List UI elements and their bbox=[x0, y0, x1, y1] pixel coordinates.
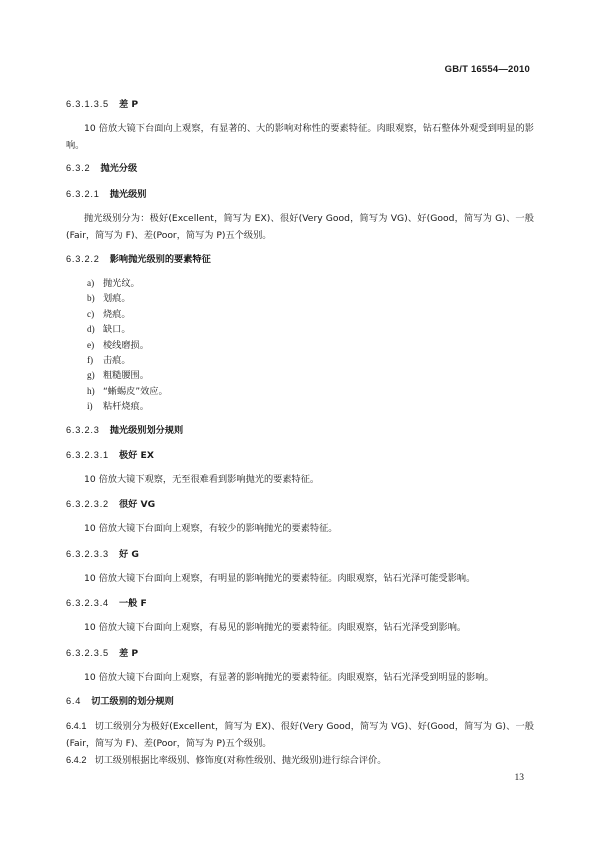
list-item bbox=[87, 384, 534, 399]
section-title: 极好 EX bbox=[118, 449, 154, 461]
numbered-paragraph bbox=[66, 718, 534, 752]
section-title: 差 P bbox=[118, 647, 139, 659]
document-body bbox=[66, 98, 534, 770]
feature-list bbox=[66, 276, 534, 415]
list-item-text: 粘杆烧痕。 bbox=[103, 401, 149, 413]
section-number: 6.3.2.1 bbox=[66, 189, 100, 199]
section-heading bbox=[66, 253, 534, 266]
list-marker: a) bbox=[87, 278, 95, 288]
list-item-text: 棱线磨损。 bbox=[103, 339, 149, 351]
numbered-paragraph bbox=[66, 752, 534, 770]
section-heading bbox=[66, 548, 534, 561]
section-title: 差 P bbox=[118, 99, 139, 110]
section-title: 影响抛光级别的要素特征 bbox=[109, 254, 211, 265]
paragraph: 10 倍放大镜下观察，无至很难看到影响抛光的要素特征。 bbox=[84, 473, 320, 485]
section-heading bbox=[66, 424, 534, 437]
list-marker: c) bbox=[87, 308, 95, 319]
list-item-text: “蜥蜴皮”效应。 bbox=[103, 385, 168, 397]
paragraph: 10 倍放大镜下台面向上观察，有较少的影响抛光的要素特征。 bbox=[84, 523, 338, 535]
section-title: 好 G bbox=[118, 548, 139, 560]
list-item-text: 抛光纹。 bbox=[103, 278, 140, 289]
list-item-text: 缺口。 bbox=[103, 324, 131, 336]
paragraph: 10 倍放大镜下台面向上观察，有明显的影响抛光的要素特征。肉眼观察，钻石光泽可能受影响。 bbox=[84, 572, 476, 584]
section-heading bbox=[66, 647, 534, 660]
list-item-text: 击痕。 bbox=[103, 355, 131, 367]
list-item bbox=[87, 322, 534, 337]
list-item bbox=[87, 368, 534, 383]
list-marker: d) bbox=[87, 324, 95, 335]
list-item-text: 烧痕。 bbox=[103, 308, 131, 320]
paragraph: 10 倍放大镜下台面向上观察，有显著的影响抛光的要素特征。肉眼观察，钻石光泽受到明显的影响。 bbox=[84, 671, 494, 683]
list-item bbox=[87, 291, 534, 306]
section-title: 抛光分级 bbox=[100, 163, 138, 174]
section-heading bbox=[66, 695, 534, 708]
section-heading bbox=[66, 98, 534, 111]
section-number: 6.3.2.3 bbox=[66, 424, 100, 435]
section-title: 一般 F bbox=[118, 598, 147, 610]
section-number: 6.3.2.3.5 bbox=[66, 647, 109, 658]
section-title: 抛光级别划分规则 bbox=[109, 424, 184, 436]
list-item-text: 粗糙腰围。 bbox=[103, 370, 149, 382]
paragraph: 10 倍放大镜下台面向上观察，有显著的、大的影响对称性的要素特征。肉眼观察，钻石整体外观受到明显的影响。 bbox=[66, 123, 534, 151]
list-item bbox=[87, 338, 534, 353]
section-heading bbox=[66, 597, 534, 610]
section-title: 很好 VG bbox=[118, 499, 156, 511]
list-item bbox=[87, 276, 534, 291]
list-marker: f) bbox=[87, 355, 94, 366]
section-number: 6.3.2 bbox=[66, 163, 91, 173]
list-marker: e) bbox=[87, 339, 95, 350]
list-marker: h) bbox=[87, 385, 95, 396]
section-number: 6.3.2.3.4 bbox=[66, 598, 109, 609]
clause-number: 6.4.2 bbox=[66, 755, 87, 766]
list-item bbox=[87, 353, 534, 368]
clause-text: 切工级别分为极好(Excellent，简写为 EX)、很好(Very Good，简写为 VG)、好(Good，简写为 G)、一般(Fair，简写为 F)、差(Poor，简写为 P)五个级别。 bbox=[66, 721, 534, 749]
section-heading bbox=[66, 449, 534, 462]
paragraph: 抛光级别分为：极好(Excellent，简写为 EX)、很好(Very Good，简写为 VG)、好(Good，简写为 G)、一般(Fair，简写为 F)、差(Poor，简写为 P)五个级别。 bbox=[66, 213, 534, 241]
section-number: 6.3.1.3.5 bbox=[66, 99, 109, 109]
list-marker: b) bbox=[87, 293, 95, 304]
section-number: 6.3.2.3.1 bbox=[66, 449, 109, 460]
section-heading bbox=[66, 498, 534, 511]
section-number: 6.4 bbox=[66, 696, 82, 707]
list-item-text: 划痕。 bbox=[103, 293, 131, 305]
section-number: 6.3.2.3.3 bbox=[66, 548, 109, 559]
clause-number: 6.4.1 bbox=[66, 721, 87, 732]
list-marker: g) bbox=[87, 370, 95, 381]
list-marker: i) bbox=[87, 401, 93, 412]
section-title: 抛光级别 bbox=[109, 189, 147, 200]
section-heading bbox=[66, 188, 534, 201]
standard-code: GB/T 16554—2010 bbox=[444, 64, 530, 75]
paragraph: 10 倍放大镜下台面向上观察，有易见的影响抛光的要素特征。肉眼观察，钻石光泽受到影响。 bbox=[84, 622, 467, 634]
page-number: 13 bbox=[514, 773, 524, 783]
section-heading bbox=[66, 162, 534, 175]
list-item bbox=[87, 399, 534, 414]
section-number: 6.3.2.2 bbox=[66, 254, 100, 264]
section-number: 6.3.2.3.2 bbox=[66, 499, 109, 510]
section-title: 切工级别的划分规则 bbox=[91, 696, 174, 708]
clause-text: 切工级别根据比率级别、修饰度(对称性级别、抛光级别)进行综合评价。 bbox=[94, 755, 387, 767]
list-item bbox=[87, 307, 534, 322]
